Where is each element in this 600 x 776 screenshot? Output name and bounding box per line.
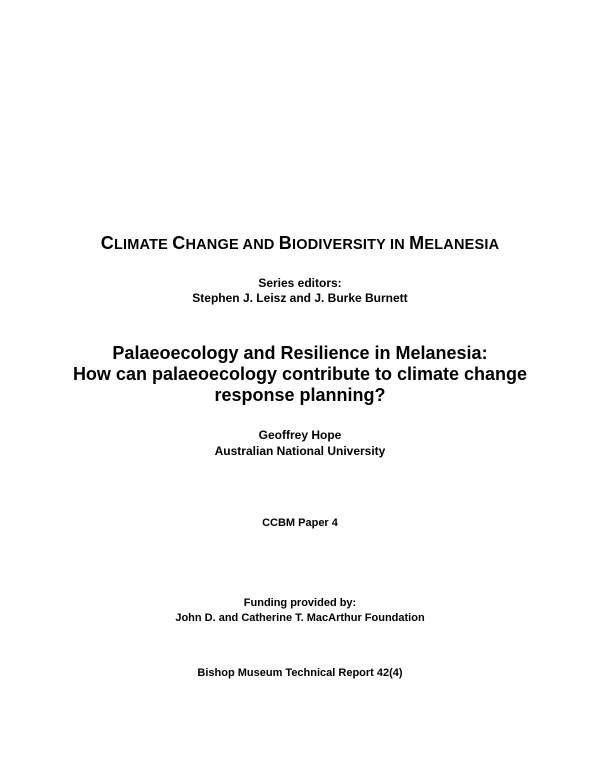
series-title-rest: ELANESIA — [424, 237, 500, 253]
series-title-initial: M — [409, 233, 425, 253]
funding-organization: John D. and Catherine T. MacArthur Foundation — [175, 612, 425, 624]
series-title — [0, 233, 600, 254]
series-title-initial: C — [172, 233, 186, 253]
paper-title-line: How can palaeoecology contribute to climate change — [72, 364, 528, 384]
series-editors-names: Stephen J. Leisz and J. Burke Burnett — [192, 291, 408, 305]
paper-title — [0, 343, 600, 406]
paper-title-line: response planning? — [214, 385, 386, 405]
funding-label: Funding provided by: — [243, 597, 357, 609]
paper-number: CCBM Paper 4 — [262, 517, 338, 529]
author-name: Geoffrey Hope — [258, 428, 342, 442]
paper-title-line: Palaeoecology and Resilience in Melanesia: — [112, 343, 488, 363]
series-title-rest: HANGE AND — [185, 237, 279, 253]
series-editors-label: Series editors: — [258, 276, 342, 290]
series-title-rest: LIMATE — [113, 237, 173, 253]
author-affiliation: Australian National University — [214, 444, 386, 458]
series-title-rest: IODIVERSITY IN — [291, 237, 410, 253]
series-title-initial: B — [278, 233, 292, 253]
series-title-initial: C — [100, 233, 114, 253]
technical-report: Bishop Museum Technical Report 42(4) — [197, 667, 403, 679]
